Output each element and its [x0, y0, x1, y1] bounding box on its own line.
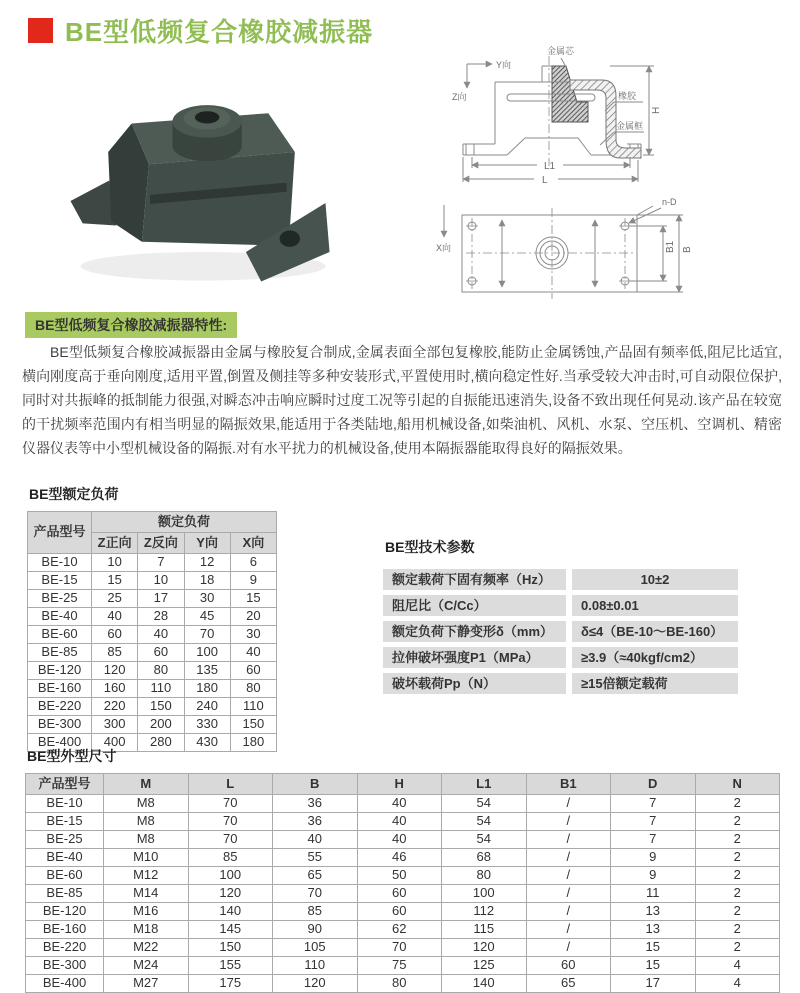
- metal-frame-label: 金属框: [616, 121, 644, 131]
- table-cell: 40: [138, 626, 184, 644]
- table-row: [26, 867, 780, 885]
- table-cell: 60: [526, 957, 611, 975]
- table-cell: 9: [230, 572, 276, 590]
- table-cell: BE-300: [26, 957, 104, 975]
- table-cell: 6: [230, 554, 276, 572]
- table-cell: 46: [357, 849, 442, 867]
- table-cell: 112: [442, 903, 527, 921]
- table-cell: 额定载荷下固有频率（Hz）: [383, 569, 566, 590]
- table-cell: 80: [138, 662, 184, 680]
- table-cell: 120: [92, 662, 138, 680]
- rated-load-table: [27, 511, 277, 752]
- table-cell: M27: [104, 975, 189, 993]
- table-cell: 110: [138, 680, 184, 698]
- table-cell: 15: [92, 572, 138, 590]
- table-row: [28, 626, 277, 644]
- dimensions-section: [25, 746, 780, 993]
- table-row: [26, 957, 780, 975]
- engineering-drawings: [430, 42, 800, 314]
- table-cell: ≥15倍额定载荷: [572, 673, 738, 694]
- table-cell: 11: [611, 885, 696, 903]
- table-cell: 破坏载荷Pp（N）: [383, 673, 566, 694]
- table-cell: 15: [611, 939, 696, 957]
- table-cell: BE-85: [28, 644, 92, 662]
- table-cell: M10: [104, 849, 189, 867]
- table-cell: 40: [357, 795, 442, 813]
- table-row: [28, 590, 277, 608]
- table-row: [26, 849, 780, 867]
- hole-count-label: n-D: [662, 197, 677, 207]
- table-cell: 拉伸破坏强度P1（MPa）: [383, 647, 566, 668]
- table-cell: BE-220: [26, 939, 104, 957]
- table-cell: 30: [230, 626, 276, 644]
- table-cell: 135: [184, 662, 230, 680]
- table-cell: 70: [188, 831, 273, 849]
- table-cell: 40: [230, 644, 276, 662]
- table-cell: 2: [695, 939, 780, 957]
- metal-core-label: 金属芯: [547, 46, 575, 56]
- table-cell: BE-120: [28, 662, 92, 680]
- table-row: [28, 554, 277, 572]
- table-cell: 36: [273, 813, 358, 831]
- table-cell: M8: [104, 831, 189, 849]
- plan-view-drawing: [430, 195, 800, 315]
- rubber-label: 橡胶: [618, 91, 637, 101]
- table-cell: 2: [695, 867, 780, 885]
- table-cell: 15: [611, 957, 696, 975]
- table-cell: 145: [188, 921, 273, 939]
- table-cell: 30: [184, 590, 230, 608]
- table-cell: 220: [92, 698, 138, 716]
- table-cell: BE-40: [28, 608, 92, 626]
- table-cell: 60: [357, 903, 442, 921]
- table-cell: /: [526, 939, 611, 957]
- table-cell: 2: [695, 849, 780, 867]
- table-cell: 100: [442, 885, 527, 903]
- table-cell: 54: [442, 795, 527, 813]
- table-cell: 45: [184, 608, 230, 626]
- table-header-row: [26, 774, 780, 795]
- table-cell: 10: [138, 572, 184, 590]
- table-cell: 50: [357, 867, 442, 885]
- table-cell: 2: [695, 795, 780, 813]
- table-cell: 60: [230, 662, 276, 680]
- table-cell: 180: [230, 734, 276, 752]
- table-cell: 430: [184, 734, 230, 752]
- table-cell: M18: [104, 921, 189, 939]
- table-cell: 25: [92, 590, 138, 608]
- table-cell: M22: [104, 939, 189, 957]
- table-cell: 400: [92, 734, 138, 752]
- table-cell: 10: [92, 554, 138, 572]
- table-row: [28, 572, 277, 590]
- table-cell: 20: [230, 608, 276, 626]
- table-cell: 80: [230, 680, 276, 698]
- table-cell: 175: [188, 975, 273, 993]
- table-cell: 330: [184, 716, 230, 734]
- table-cell: BE-25: [26, 831, 104, 849]
- col-header: M: [104, 774, 189, 795]
- table-cell: BE-300: [28, 716, 92, 734]
- table-cell: 65: [273, 867, 358, 885]
- table-cell: 36: [273, 795, 358, 813]
- table-cell: BE-15: [28, 572, 92, 590]
- table-row: [383, 595, 738, 616]
- table-cell: 15: [230, 590, 276, 608]
- table-cell: 2: [695, 831, 780, 849]
- table-cell: 70: [188, 813, 273, 831]
- table-cell: /: [526, 885, 611, 903]
- table-cell: 70: [184, 626, 230, 644]
- table-cell: 40: [357, 831, 442, 849]
- table-cell: BE-400: [26, 975, 104, 993]
- table-cell: 60: [92, 626, 138, 644]
- page-title: BE型低频复合橡胶减振器: [65, 17, 374, 47]
- table-cell: 140: [442, 975, 527, 993]
- table-cell: 125: [442, 957, 527, 975]
- table-cell: 13: [611, 903, 696, 921]
- table-cell: BE-25: [28, 590, 92, 608]
- table-cell: BE-400: [28, 734, 92, 752]
- col-header-x: X向: [230, 533, 276, 554]
- col-header-y: Y向: [184, 533, 230, 554]
- table-row: [28, 698, 277, 716]
- table-cell: 180: [184, 680, 230, 698]
- table-cell: /: [526, 831, 611, 849]
- product-photo: [50, 50, 350, 305]
- table-row: [28, 644, 277, 662]
- table-cell: /: [526, 795, 611, 813]
- table-row: [383, 569, 738, 590]
- col-header: L: [188, 774, 273, 795]
- table-cell: 10±2: [572, 569, 738, 590]
- table-cell: 62: [357, 921, 442, 939]
- table-cell: 160: [92, 680, 138, 698]
- feature-section-heading: BE型低频复合橡胶减振器特性:: [25, 312, 237, 338]
- table-cell: 80: [442, 867, 527, 885]
- table-cell: 7: [611, 795, 696, 813]
- table-cell: 65: [526, 975, 611, 993]
- table-cell: 120: [188, 885, 273, 903]
- table-cell: ≥3.9（≈40kgf/cm2）: [572, 647, 738, 668]
- dim-b-label: B: [682, 246, 693, 253]
- table-cell: 13: [611, 921, 696, 939]
- table-cell: 0.08±0.01: [572, 595, 738, 616]
- table-row: [26, 921, 780, 939]
- table-cell: 40: [273, 831, 358, 849]
- table-cell: BE-60: [28, 626, 92, 644]
- table-cell: BE-85: [26, 885, 104, 903]
- table-cell: 2: [695, 813, 780, 831]
- table-row: [26, 813, 780, 831]
- col-header: B: [273, 774, 358, 795]
- table-cell: M14: [104, 885, 189, 903]
- table-cell: 17: [611, 975, 696, 993]
- table-cell: /: [526, 867, 611, 885]
- col-header: 产品型号: [26, 774, 104, 795]
- table-cell: 40: [92, 608, 138, 626]
- table-cell: BE-10: [28, 554, 92, 572]
- table-cell: 54: [442, 813, 527, 831]
- table-cell: BE-160: [28, 680, 92, 698]
- table-cell: 240: [184, 698, 230, 716]
- table-cell: 90: [273, 921, 358, 939]
- table-cell: 85: [273, 903, 358, 921]
- table-row: [28, 716, 277, 734]
- table-cell: 105: [273, 939, 358, 957]
- rated-load-section: [27, 484, 277, 752]
- product-photo-illustration: [50, 50, 350, 305]
- table-cell: M8: [104, 813, 189, 831]
- table-cell: 2: [695, 885, 780, 903]
- table-row: [28, 680, 277, 698]
- table-cell: BE-15: [26, 813, 104, 831]
- table-cell: 17: [138, 590, 184, 608]
- table-cell: 150: [230, 716, 276, 734]
- table-cell: 80: [357, 975, 442, 993]
- table-cell: 70: [188, 795, 273, 813]
- col-header: D: [611, 774, 696, 795]
- table-cell: 7: [611, 813, 696, 831]
- table-cell: M12: [104, 867, 189, 885]
- table-cell: 100: [184, 644, 230, 662]
- dim-b1-label: B1: [665, 240, 676, 253]
- tech-params-table: [377, 564, 744, 699]
- table-cell: 200: [138, 716, 184, 734]
- table-cell: 110: [273, 957, 358, 975]
- table-row: [26, 885, 780, 903]
- col-header: B1: [526, 774, 611, 795]
- table-cell: BE-60: [26, 867, 104, 885]
- col-header: H: [357, 774, 442, 795]
- side-section-drawing: [430, 42, 800, 194]
- table-row: [26, 795, 780, 813]
- table-cell: 120: [442, 939, 527, 957]
- table-cell: 4: [695, 975, 780, 993]
- axis-x-label: X向: [436, 243, 452, 253]
- table-cell: 140: [188, 903, 273, 921]
- table-cell: 70: [357, 939, 442, 957]
- table-cell: M8: [104, 795, 189, 813]
- table-cell: BE-40: [26, 849, 104, 867]
- tech-params-title: BE型技术参数: [385, 539, 475, 555]
- table-cell: 2: [695, 903, 780, 921]
- col-header-z-positive: Z正向: [92, 533, 138, 554]
- table-cell: 115: [442, 921, 527, 939]
- table-cell: 150: [138, 698, 184, 716]
- table-cell: 9: [611, 867, 696, 885]
- table-cell: M24: [104, 957, 189, 975]
- table-cell: 54: [442, 831, 527, 849]
- axis-z-label: Z向: [452, 92, 467, 102]
- table-cell: 12: [184, 554, 230, 572]
- table-cell: 60: [138, 644, 184, 662]
- table-row: [26, 903, 780, 921]
- table-cell: 155: [188, 957, 273, 975]
- table-cell: 100: [188, 867, 273, 885]
- col-header-rated-load-group: 额定负荷: [92, 512, 277, 533]
- table-cell: 70: [273, 885, 358, 903]
- table-cell: 68: [442, 849, 527, 867]
- table-cell: /: [526, 921, 611, 939]
- table-cell: 110: [230, 698, 276, 716]
- col-header: N: [695, 774, 780, 795]
- table-cell: 75: [357, 957, 442, 975]
- table-cell: /: [526, 903, 611, 921]
- axis-y-label: Y向: [496, 60, 512, 70]
- table-cell: 85: [188, 849, 273, 867]
- dimensions-title: BE型外型尺寸: [27, 748, 117, 764]
- table-cell: 18: [184, 572, 230, 590]
- table-cell: BE-220: [28, 698, 92, 716]
- table-cell: 9: [611, 849, 696, 867]
- table-cell: M16: [104, 903, 189, 921]
- table-cell: 7: [138, 554, 184, 572]
- dimensions-table: [25, 773, 780, 993]
- feature-description: BE型低频复合橡胶减振器由金属与橡胶复合制成,金属表面全部包复橡胶,能防止金属锈蚀,产品固有频率低,阻尼比适宜,横向刚度高于垂向刚度,适用平置,倒置及侧挂等多种安装形式,平置使用时,横向稳定性好.当承受较大冲击时,可自动限位保护,同时对共振峰的抵制能力很强,对瞬态冲击响应瞬时过度工况等引起的自振能迅速消失,设备不致出现任何晃动.该产品在较宽的干扰频率范围内有相当明显的隔振效果,能适用于各类陆地,船用机械设备,如柴油机、风机、水泵、空压机、空调机、精密仪器仪表等中小型机械设备的隔振.对有水平扰力的机械设备,使用本隔振器能取得良好的隔振效果。: [22, 344, 782, 456]
- table-cell: 280: [138, 734, 184, 752]
- table-cell: 额定负荷下静变形δ（mm）: [383, 621, 566, 642]
- table-cell: 300: [92, 716, 138, 734]
- col-header: L1: [442, 774, 527, 795]
- table-cell: BE-120: [26, 903, 104, 921]
- table-cell: 2: [695, 921, 780, 939]
- table-row: [28, 608, 277, 626]
- col-header-model: 产品型号: [28, 512, 92, 554]
- table-cell: 阻尼比（C/Cc）: [383, 595, 566, 616]
- table-cell: BE-160: [26, 921, 104, 939]
- table-row: [383, 673, 738, 694]
- table-cell: 55: [273, 849, 358, 867]
- table-cell: 40: [357, 813, 442, 831]
- table-cell: δ≤4（BE-10～BE-160）: [572, 621, 738, 642]
- table-cell: 150: [188, 939, 273, 957]
- table-row: [383, 647, 738, 668]
- table-header-row: [28, 512, 277, 533]
- rated-load-title: BE型额定负荷: [29, 486, 119, 502]
- table-cell: 28: [138, 608, 184, 626]
- table-row: [26, 831, 780, 849]
- table-cell: 7: [611, 831, 696, 849]
- table-cell: 120: [273, 975, 358, 993]
- dim-h-label: H: [651, 106, 662, 114]
- table-row: [26, 939, 780, 957]
- table-cell: BE-10: [26, 795, 104, 813]
- table-row: [26, 975, 780, 993]
- page-header: [28, 12, 373, 49]
- red-square-bullet-icon: [28, 18, 53, 43]
- table-cell: 60: [357, 885, 442, 903]
- table-cell: /: [526, 813, 611, 831]
- table-cell: 4: [695, 957, 780, 975]
- table-row: [383, 621, 738, 642]
- dim-l1-label: L1: [544, 161, 556, 172]
- table-cell: /: [526, 849, 611, 867]
- dim-l-label: L: [542, 175, 548, 186]
- tech-params-section: [383, 537, 744, 699]
- col-header-z-reverse: Z反向: [138, 533, 184, 554]
- table-row: [28, 662, 277, 680]
- table-cell: 85: [92, 644, 138, 662]
